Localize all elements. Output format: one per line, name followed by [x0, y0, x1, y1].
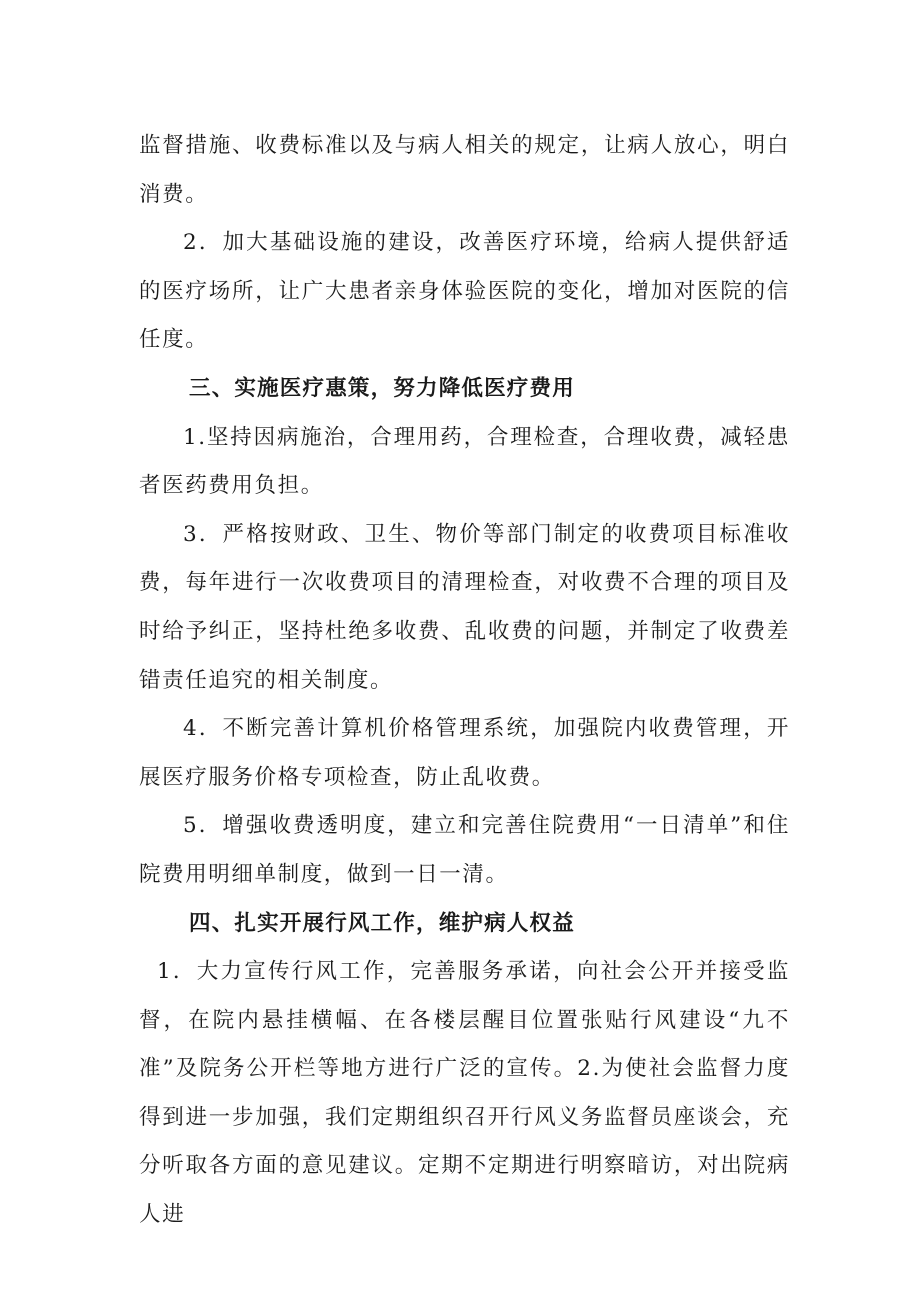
- paragraph-item-1-publicity: 1．大力宣传行风工作，完善服务承诺，向社会公开并接受监督，在院内悬挂横幅、在各楼层醒目位置张贴行风建设“九不准”及院务公开栏等地方进行广泛的宣传。2.为使社会监督力度得到进一步加强，我们定期组织召开行风义务监督员座谈会，充分听取各方面的意见建议。定期不定期进行明察暗访，对出院病人进: [139, 959, 790, 1228]
- paragraph-item-5-transparency: 5．增强收费透明度，建立和完善住院费用“一日清单”和住院费用明细单制度，做到一日一清。: [139, 813, 790, 887]
- paragraph-item-3-fees: 3．严格按财政、卫生、物价等部门制定的收费项目标准收费，每年进行一次收费项目的清理检查，对收费不合理的项目及时给予纠正，坚持杜绝多收费、乱收费的问题，并制定了收费差错责任追究的相关制度。: [139, 521, 790, 693]
- paragraph-item-1-treatment: 1.坚持因病施治，合理用药，合理检查，合理收费，减轻患者医药费用负担。: [139, 424, 790, 499]
- paragraph-item-2-infrastructure: 2．加大基础设施的建设，改善医疗环境，给病人提供舒适的医疗场所，让广大患者亲身体验医院的变化，增加对医院的信任度。: [139, 230, 790, 353]
- section-heading-3: 三、实施医疗惠策，努力降低医疗费用: [189, 375, 575, 401]
- paragraph-item-4-pricing-system: 4．不断完善计算机价格管理系统，加强院内收费管理，开展医疗服务价格专项检查，防止乱收费。: [139, 716, 790, 790]
- document-body: [139, 122, 790, 1240]
- paragraph-continuation: 监督措施、收费标准以及与病人相关的规定，让病人放心，明白消费。: [139, 133, 790, 207]
- section-heading-4: 四、扎实开展行风工作，维护病人权益: [189, 910, 575, 936]
